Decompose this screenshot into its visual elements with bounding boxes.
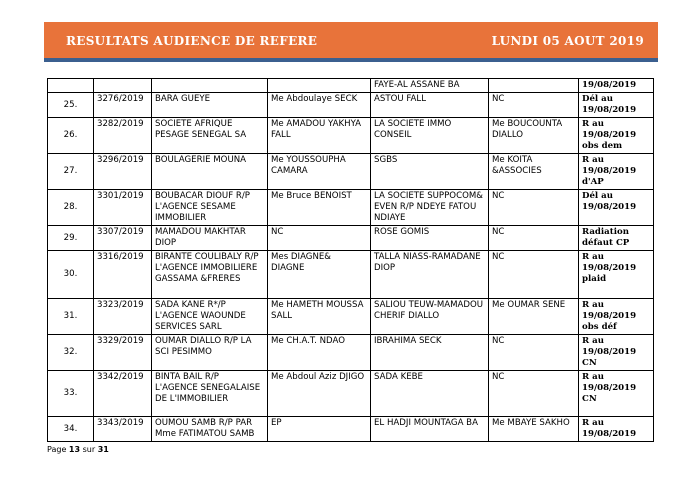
table-row	[48, 79, 654, 93]
header-banner	[44, 22, 658, 62]
parties-cell: SOCIETE AFRIQUE PESAGE SENEGAL SA	[152, 118, 268, 154]
dossier-number: 3307/2019	[94, 226, 152, 251]
opposing-party-cell: EL HADJI MOUNTAGA BA	[371, 417, 489, 442]
opposing-party-cell: IBRAHIMA SECK	[371, 335, 489, 371]
row-number: 26.	[48, 118, 94, 154]
decision-cell: R au 19/08/2019 plaid	[579, 251, 654, 299]
dossier-number: 3323/2019	[94, 299, 152, 335]
opposing-party-cell: ASTOU FALL	[371, 93, 489, 118]
dossier-number: 3343/2019	[94, 417, 152, 442]
row-number: 33.	[48, 371, 94, 417]
counsel-cell: Mes DIAGNE& DIAGNE	[268, 251, 371, 299]
decision-cell: 19/08/2019	[579, 79, 654, 93]
counsel-cell: EP	[268, 417, 371, 442]
opposing-party-cell: SADA KEBE	[371, 371, 489, 417]
parties-cell: BIRANTE COULIBALY R/P L'AGENCE IMMOBILIERE GASSAMA &FRERES	[152, 251, 268, 299]
dossier-number: 3329/2019	[94, 335, 152, 371]
opposing-party-cell: LA SOCIETE SUPPOCOM& EVEN R/P NDEYE FATOU NDIAYE	[371, 190, 489, 226]
opposing-counsel-cell: Me OUMAR SENE	[489, 299, 579, 335]
dossier-number	[94, 79, 152, 93]
table-row	[48, 226, 654, 251]
dossier-number: 3282/2019	[94, 118, 152, 154]
opposing-counsel-cell: NC	[489, 226, 579, 251]
counsel-cell: NC	[268, 226, 371, 251]
row-number: 28.	[48, 190, 94, 226]
counsel-cell: Me YOUSSOUPHA CAMARA	[268, 154, 371, 190]
row-number: 27.	[48, 154, 94, 190]
dossier-number: 3342/2019	[94, 371, 152, 417]
row-number: 30.	[48, 251, 94, 299]
decision-cell: R au 19/08/2019 obs déf	[579, 299, 654, 335]
counsel-cell: Me Bruce BENOIST	[268, 190, 371, 226]
opposing-party-cell: TALLA NIASS-RAMADANE DIOP	[371, 251, 489, 299]
opposing-party-cell: ROSE GOMIS	[371, 226, 489, 251]
dossier-number: 3301/2019	[94, 190, 152, 226]
parties-cell	[152, 79, 268, 93]
table-row	[48, 417, 654, 442]
footer-page-word: Page	[47, 445, 67, 454]
table-row	[48, 93, 654, 118]
opposing-counsel-cell: Me KOITA &ASSOCIES	[489, 154, 579, 190]
table-row	[48, 118, 654, 154]
counsel-cell: Me AMADOU YAKHYA FALL	[268, 118, 371, 154]
opposing-counsel-cell: NC	[489, 190, 579, 226]
decision-cell: Radiation défaut CP	[579, 226, 654, 251]
decision-cell: R au 19/08/2019 CN	[579, 371, 654, 417]
results-table	[47, 78, 654, 442]
opposing-counsel-cell: NC	[489, 335, 579, 371]
parties-cell: OUMOU SAMB R/P PAR Mme FATIMATOU SAMB	[152, 417, 268, 442]
dossier-number: 3316/2019	[94, 251, 152, 299]
table-row	[48, 371, 654, 417]
opposing-party-cell: FAYE-AL ASSANE BA	[371, 79, 489, 93]
header-title: RESULTATS AUDIENCE DE REFERE	[66, 34, 318, 48]
footer-of-word: sur	[82, 445, 96, 454]
parties-cell: MAMADOU MAKHTAR DIOP	[152, 226, 268, 251]
opposing-counsel-cell: NC	[489, 93, 579, 118]
counsel-cell: Me CH.A.T. NDAO	[268, 335, 371, 371]
table-row	[48, 335, 654, 371]
counsel-cell: Me Abdoulaye SECK	[268, 93, 371, 118]
table-row	[48, 154, 654, 190]
table-row	[48, 251, 654, 299]
row-number	[48, 79, 94, 93]
footer-page-number: 13	[68, 445, 81, 454]
opposing-party-cell: LA SOCIETE IMMO CONSEIL	[371, 118, 489, 154]
row-number: 34.	[48, 417, 94, 442]
counsel-cell: Me Abdoul Aziz DJIGO	[268, 371, 371, 417]
row-number: 29.	[48, 226, 94, 251]
parties-cell: BOUBACAR DIOUF R/P L'AGENCE SESAME IMMOBILIER	[152, 190, 268, 226]
table-row	[48, 190, 654, 226]
table-row	[48, 299, 654, 335]
opposing-counsel-cell: NC	[489, 371, 579, 417]
results-table-body	[48, 79, 654, 442]
parties-cell: BOULAGERIE MOUNA	[152, 154, 268, 190]
parties-cell: OUMAR DIALLO R/P LA SCI PESIMMO	[152, 335, 268, 371]
decision-cell: Dél au 19/08/2019	[579, 190, 654, 226]
parties-cell: BINTA BAIL R/P L'AGENCE SENEGALAISE DE L'IMMOBILIER	[152, 371, 268, 417]
opposing-counsel-cell: Me BOUCOUNTA DIALLO	[489, 118, 579, 154]
footer-page-total: 31	[97, 445, 109, 454]
counsel-cell	[268, 79, 371, 93]
opposing-counsel-cell: NC	[489, 251, 579, 299]
row-number: 32.	[48, 335, 94, 371]
parties-cell: SADA KANE R*/P L'AGENCE WAOUNDE SERVICES SARL	[152, 299, 268, 335]
decision-cell: R au 19/08/2019 CN	[579, 335, 654, 371]
dossier-number: 3276/2019	[94, 93, 152, 118]
parties-cell: BARA GUEYE	[152, 93, 268, 118]
decision-cell: Dél au 19/08/2019	[579, 93, 654, 118]
opposing-counsel-cell: Me MBAYE SAKHO	[489, 417, 579, 442]
decision-cell: R au 19/08/2019	[579, 417, 654, 442]
decision-cell: R au 19/08/2019 d'AP	[579, 154, 654, 190]
row-number: 31.	[48, 299, 94, 335]
page-footer	[47, 445, 109, 454]
opposing-party-cell: SALIOU TEUW-MAMADOU CHERIF DIALLO	[371, 299, 489, 335]
dossier-number: 3296/2019	[94, 154, 152, 190]
opposing-counsel-cell	[489, 79, 579, 93]
counsel-cell: Me HAMETH MOUSSA SALL	[268, 299, 371, 335]
decision-cell: R au 19/08/2019 obs dem	[579, 118, 654, 154]
row-number: 25.	[48, 93, 94, 118]
opposing-party-cell: SGBS	[371, 154, 489, 190]
header-date: LUNDI 05 AOUT 2019	[491, 34, 644, 48]
